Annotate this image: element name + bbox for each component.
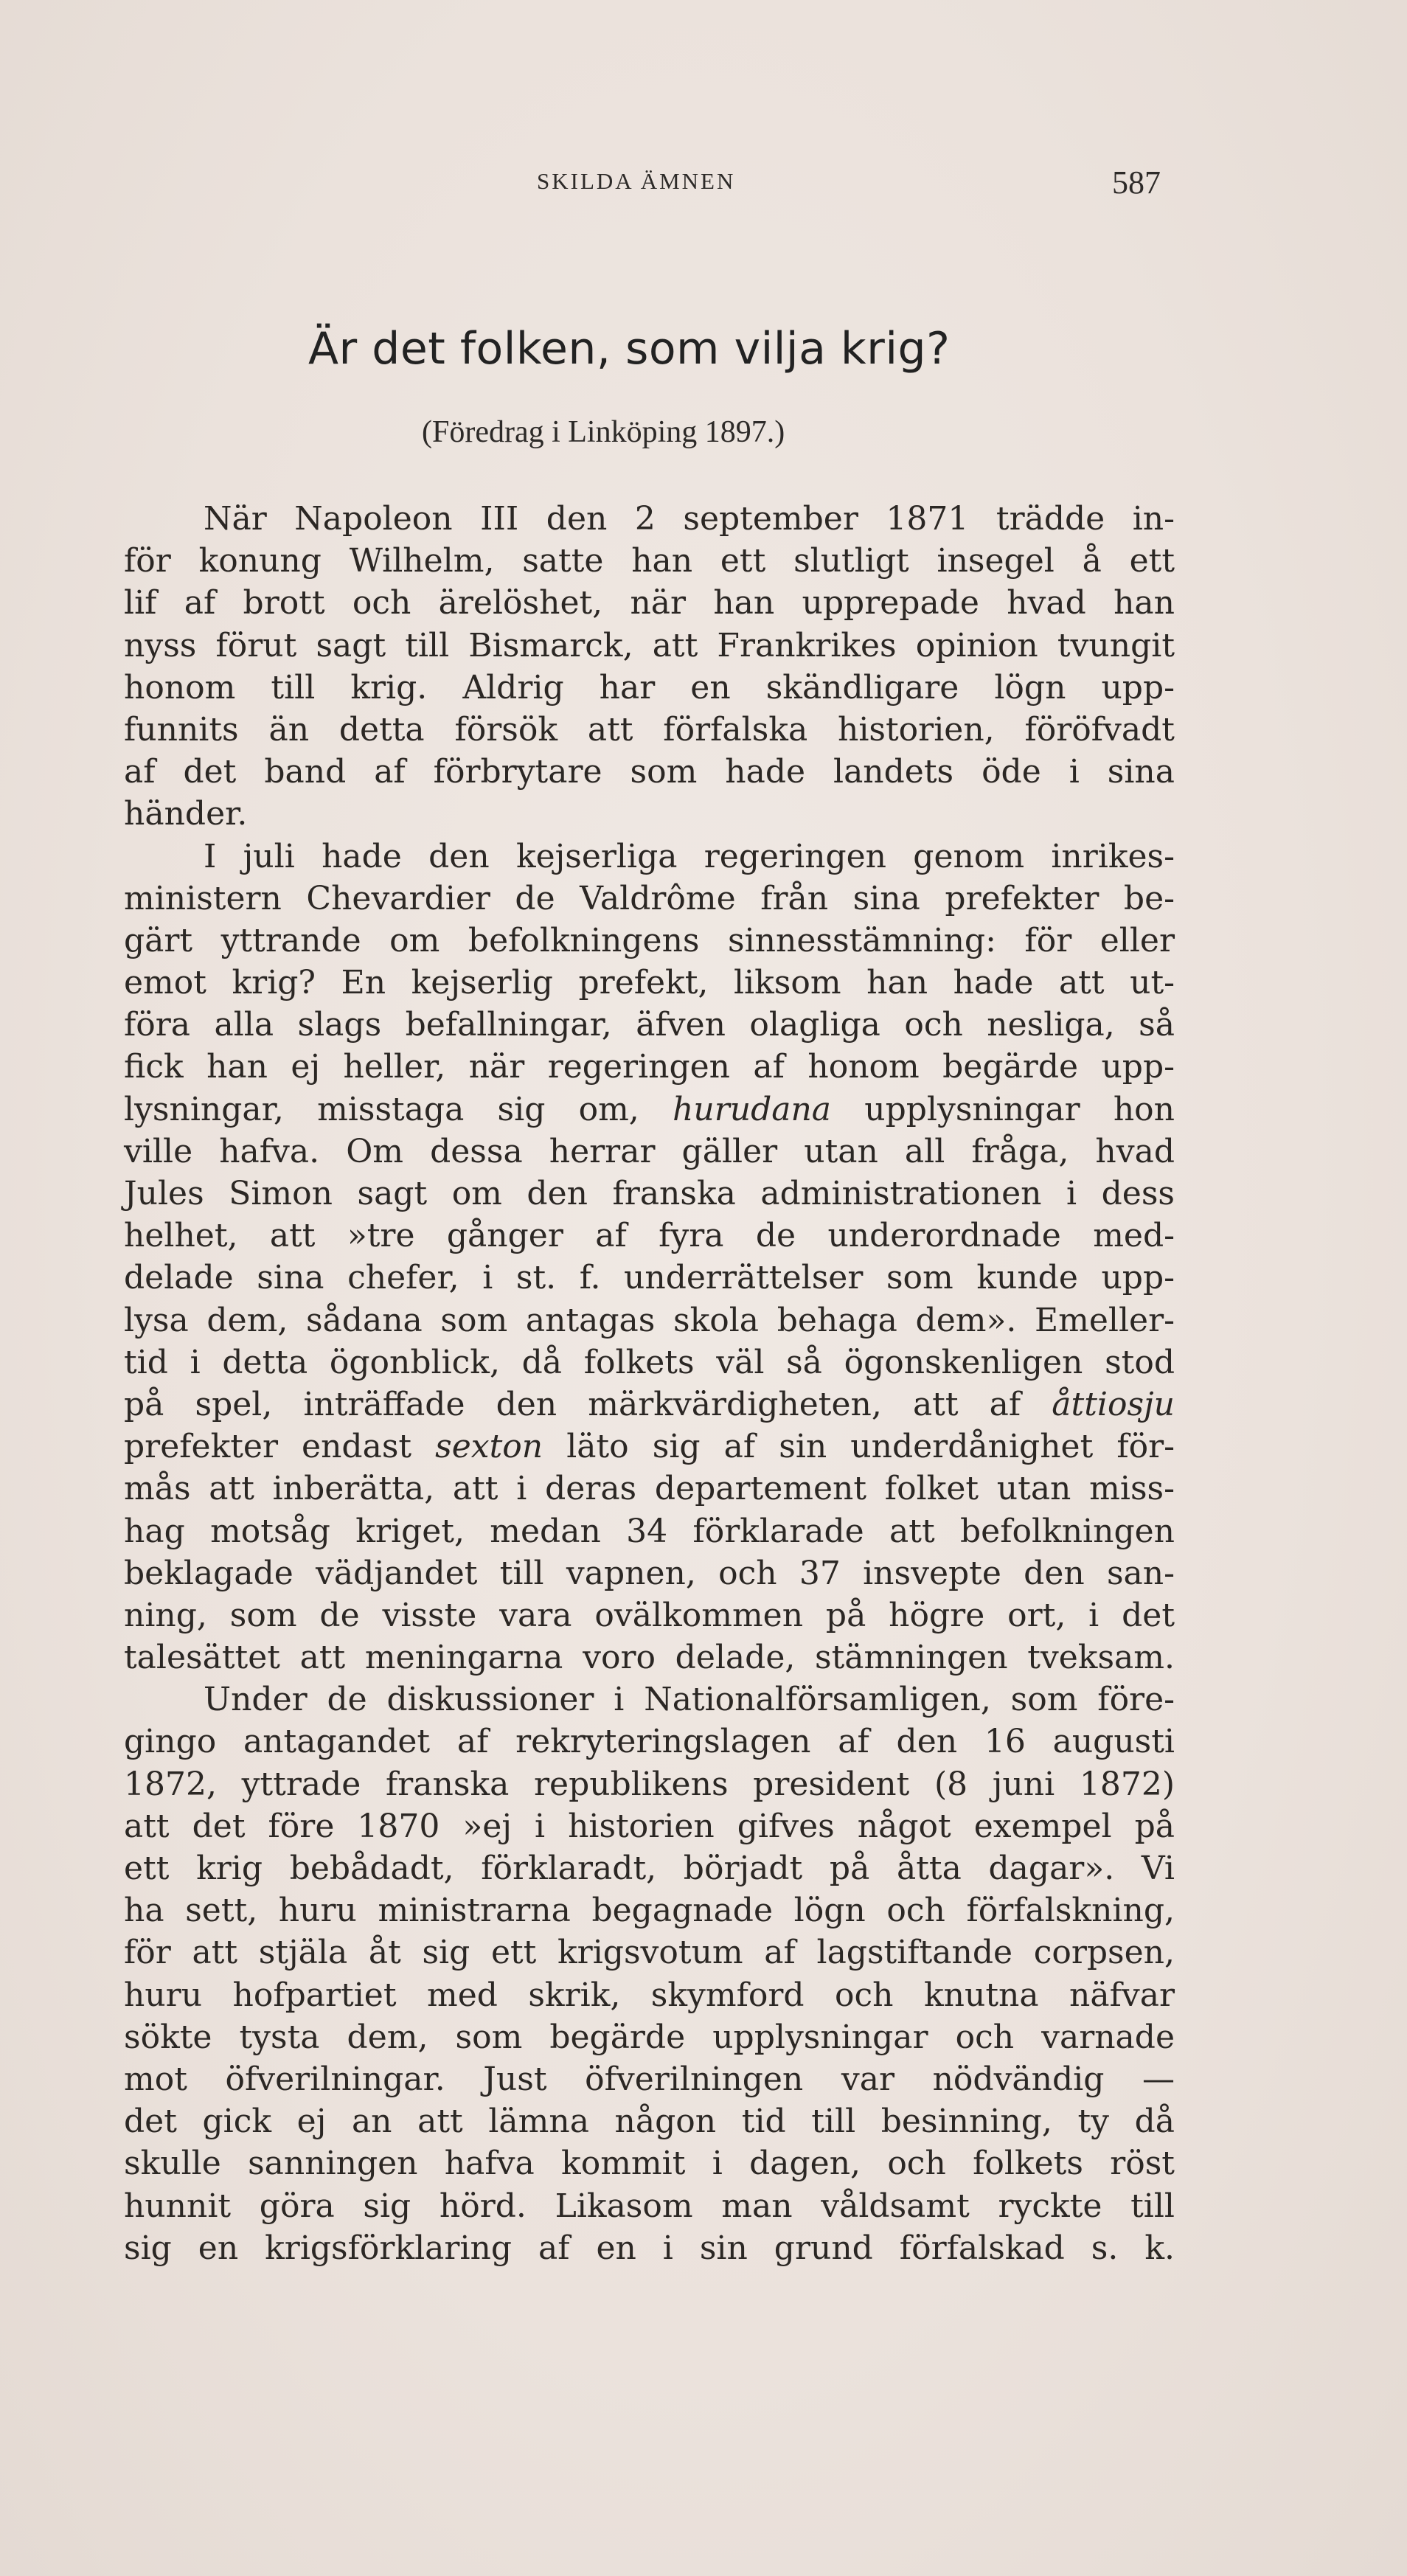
text-line: för att stjäla åt sig ett krigsvotum af lagstiftande corpsen, <box>124 1934 1175 1972</box>
text-line: helhet, att »tre gånger af fyra de underordnade med- <box>124 1217 1175 1255</box>
italic-word: hurudana <box>673 1090 832 1128</box>
text-line-mixed <box>124 1089 1175 1131</box>
text-line: talesättet att meningarna voro delade, stämningen tveksam. <box>124 1639 1175 1677</box>
text-line: mås att inberätta, att i deras departement folket utan miss- <box>124 1470 1175 1508</box>
text-line: skulle sanningen hafva kommit i dagen, och folkets röst <box>124 2145 1175 2183</box>
text-line: honom till krig. Aldrig har en skändligare lögn upp- <box>124 668 1175 707</box>
text-line: lif af brott och ärelöshet, när han upprepade hvad han <box>124 584 1175 622</box>
text-line: sökte tysta dem, som begärde upplysningar och varnade <box>124 2018 1175 2056</box>
text-line: funnits än detta försök att förfalska historien, föröfvadt <box>124 710 1175 749</box>
text-line: mot öfverilningar. Just öfverilningen var nödvändig — <box>124 2060 1175 2098</box>
paragraph-1 <box>124 498 1175 836</box>
text-line: 1872, yttrade franska republikens president (8 juni 1872) <box>124 1765 1175 1803</box>
text-line: ha sett, huru ministrarna begagnade lögn och förfalskning, <box>124 1892 1175 1930</box>
text-line: ett krig bebådadt, förklaradt, börjadt på åtta dagar». Vi <box>124 1850 1175 1887</box>
text-line: tid i detta ögonblick, då folkets väl så ögonskenligen stod <box>124 1343 1175 1381</box>
text-line: gingo antagandet af rekryteringslagen af den 16 augusti <box>124 1723 1175 1761</box>
text-line: det gick ej an att lämna någon tid till besinning, ty då <box>124 2103 1175 2141</box>
text-line: I juli hade den kejserliga regeringen genom inrikes- <box>204 837 1175 875</box>
text-line: fick han ej heller, när regeringen af honom begärde upp- <box>124 1048 1175 1086</box>
text-line: delade sina chefer, i st. f. underrättelser som kunde upp- <box>124 1259 1175 1297</box>
paragraph-3 <box>124 1678 1175 2269</box>
text-line: hag motsåg kriget, medan 34 förklarade att befolkningen <box>124 1512 1175 1550</box>
text-line: ning, som de visste vara ovälkommen på högre ort, i det <box>124 1596 1175 1634</box>
article-subtitle: (Föredrag i Linköping 1897.) <box>422 415 785 449</box>
text-segment: upplysningar hon <box>831 1090 1175 1128</box>
text-line: ville hafva. Om dessa herrar gäller utan all fråga, hvad <box>124 1132 1175 1170</box>
text-line-mixed <box>124 1384 1175 1426</box>
paragraph-2 <box>124 836 1175 1679</box>
italic-word: sexton <box>435 1428 543 1466</box>
text-line: lysa dem, sådana som antagas skola behaga dem». Emeller- <box>124 1301 1175 1339</box>
text-line: nyss förut sagt till Bismarck, att Frankrikes opinion tvungit <box>124 626 1175 664</box>
text-line: När Napoleon III den 2 september 1871 trädde in- <box>204 500 1175 538</box>
text-line: sig en krigsförklaring af en i sin grund förfalskad s. k. <box>124 2229 1175 2267</box>
text-segment: läto sig af sin underdånighet för- <box>543 1428 1175 1466</box>
text-line: beklagade vädjandet till vapnen, och 37 insvepte den san- <box>124 1554 1175 1592</box>
text-segment: prefekter endast <box>124 1428 436 1466</box>
article-title: Är det folken, som vilja krig? <box>308 323 951 375</box>
text-line: ministern Chevardier de Valdrôme från sina prefekter be- <box>124 879 1175 917</box>
page-number: 587 <box>1112 164 1161 201</box>
text-line: hunnit göra sig hörd. Likasom man våldsamt ryckte till <box>124 2187 1175 2225</box>
text-line: gärt yttrande om befolkningens sinnesstämning: för eller <box>124 921 1175 959</box>
running-head: SKILDA ÄMNEN <box>537 168 736 194</box>
text-line: föra alla slags befallningar, äfven olagliga och nesliga, så <box>124 1006 1175 1044</box>
italic-word: åttiosju <box>1052 1385 1175 1423</box>
text-line-mixed <box>124 1426 1175 1468</box>
text-line: händer. <box>124 795 248 833</box>
text-line: huru hofpartiet med skrik, skymford och knutna näfvar <box>124 1976 1175 2014</box>
text-line: Under de diskussioner i Nationalförsamligen, som före- <box>204 1681 1175 1719</box>
text-line: af det band af förbrytare som hade landets öde i sina <box>124 753 1175 791</box>
body-text <box>124 498 1175 2269</box>
text-line: för konung Wilhelm, satte han ett slutligt insegel å ett <box>124 542 1175 580</box>
text-segment: lysningar, misstaga sig om, <box>124 1090 673 1128</box>
text-line: Jules Simon sagt om den franska administrationen i dess <box>124 1175 1175 1212</box>
text-line: att det före 1870 »ej i historien gifves något exempel på <box>124 1807 1175 1845</box>
text-segment: på spel, inträffade den märkvärdigheten, att af <box>124 1385 1052 1423</box>
text-line: emot krig? En kejserlig prefekt, liksom han hade att ut- <box>124 964 1175 1002</box>
